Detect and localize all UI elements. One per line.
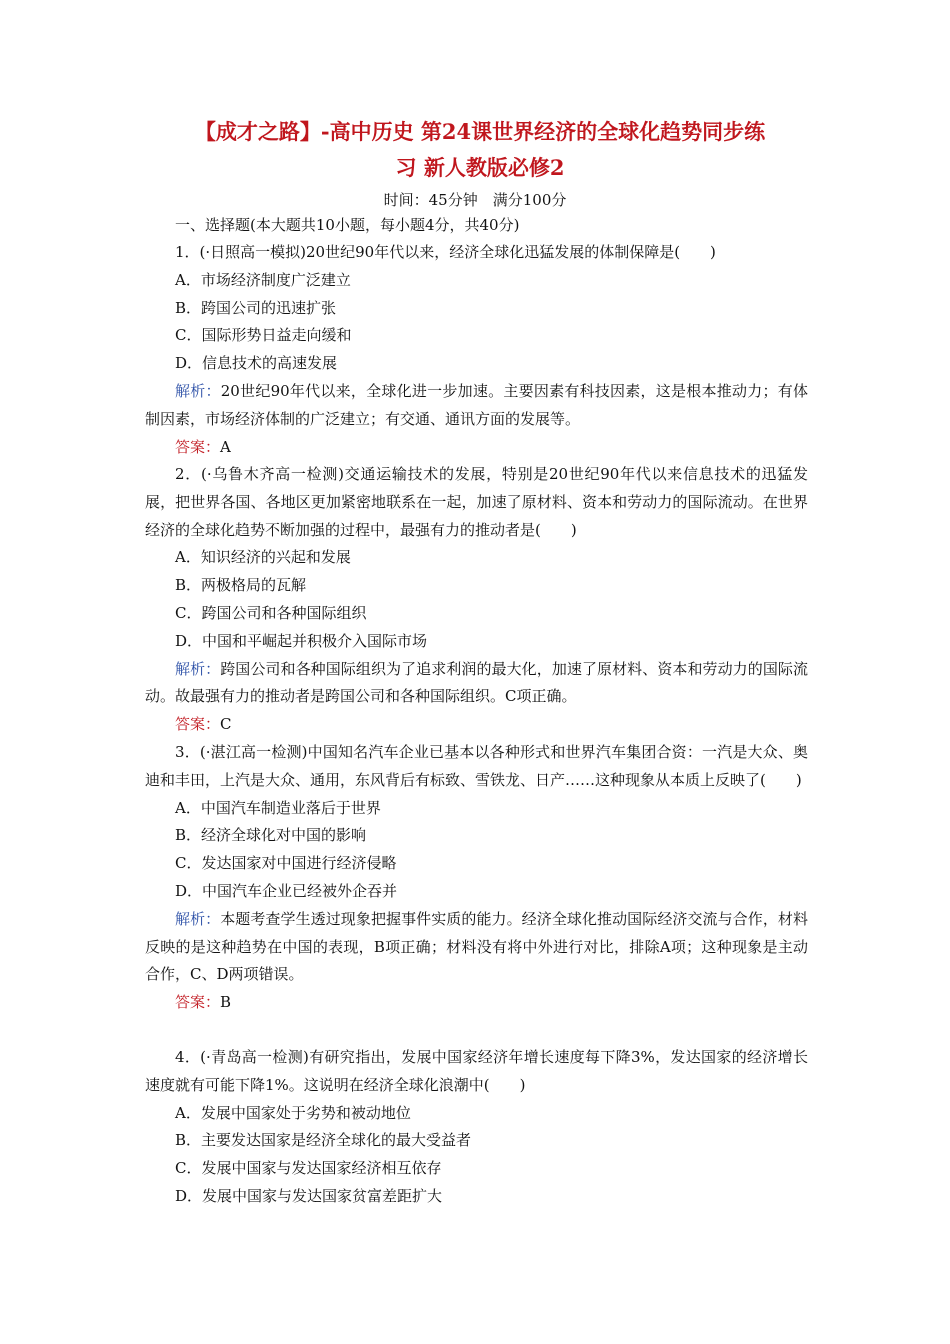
option-c: C．发展中国家与发达国家经济相互依存 [175, 1159, 442, 1178]
option-c: C．跨国公司和各种国际组织 [175, 603, 367, 622]
option-d: D．中国汽车企业已经被外企吞并 [175, 881, 398, 900]
question-2 [145, 461, 808, 739]
answer-value: A [220, 437, 231, 456]
answer-value: B [220, 993, 232, 1012]
answer-label: 答案： [175, 437, 221, 456]
question-stem: 2．(·乌鲁木齐高一检测)交通运输技术的发展，特别是20世纪90年代以来信息技术的迅猛发展，把世界各国、各地区更加紧密地联系在一起，加速了原材料、资本和劳动力的国际流动。在世界经济的全球化趋势不断加强的过程中，最强有力的推动者是( ) [145, 465, 808, 539]
question-4 [145, 1044, 808, 1211]
analysis-label: 解析： [175, 659, 221, 678]
option-c: C．国际形势日益走向缓和 [175, 326, 352, 345]
analysis-label: 解析： [175, 381, 221, 400]
title-line-2: 习 新人教版必修2 [395, 155, 565, 180]
analysis [145, 656, 808, 712]
option-a: A．发展中国家处于劣势和被动地位 [175, 1103, 411, 1122]
analysis-text: 20世纪90年代以来，全球化进一步加速。主要因素有科技因素，这是根本推动力；有体制因素，市场经济体制的广泛建立；有交通、通讯方面的发展等。 [145, 381, 808, 428]
answer [145, 989, 808, 1017]
option-c: C．发达国家对中国进行经济侵略 [175, 854, 397, 873]
option-b: B．主要发达国家是经济全球化的最大受益者 [175, 1131, 472, 1150]
option-d: D．中国和平崛起并积极介入国际市场 [175, 631, 428, 650]
answer-label: 答案： [175, 715, 221, 734]
question-stem: 3．(·湛江高一检测)中国知名汽车企业已基本以各种形式和世界汽车集团合资：一汽是大众、奥迪和丰田，上汽是大众、通用，东风背后有标致、雪铁龙、日产……这种现象从本质上反映了( ) [145, 743, 808, 789]
question-1 [145, 239, 808, 461]
analysis [145, 378, 808, 434]
exam-meta: 时间：45分钟 满分100分 [383, 191, 567, 209]
option-d: D．信息技术的高速发展 [175, 354, 338, 373]
option-b: B．两极格局的瓦解 [175, 576, 307, 595]
question-stem: 4．(·青岛高一检测)有研究指出，发展中国家经济年增长速度每下降3%，发达国家的经济增长速度就有可能下降1%。这说明在经济全球化浪潮中( ) [145, 1048, 808, 1094]
analysis-text: 本题考查学生透过现象把握事件实质的能力。经济全球化推动国际经济交流与合作，材料反映的是这种趋势在中国的表现，B项正确；材料没有将中外进行对比，排除A项；这种现象是主动合作，C、D两项错误。 [145, 909, 808, 984]
page-title [140, 114, 820, 186]
section-heading: 一、选择题(本大题共10小题，每小题4分，共40分) [175, 216, 520, 234]
analysis-label: 解析： [175, 909, 221, 928]
answer [145, 711, 808, 739]
option-b: B．跨国公司的迅速扩张 [175, 298, 337, 317]
question-stem: 1．(·日照高一模拟)20世纪90年代以来，经济全球化迅猛发展的体制保障是( ) [175, 243, 716, 261]
option-a: A．中国汽车制造业落后于世界 [175, 798, 381, 817]
answer [145, 434, 808, 462]
answer-label: 答案： [175, 993, 221, 1012]
answer-value: C [220, 715, 232, 734]
analysis [145, 906, 808, 989]
option-a: A．市场经济制度广泛建立 [175, 270, 351, 289]
option-d: D．发展中国家与发达国家贫富差距扩大 [175, 1186, 443, 1205]
analysis-text: 跨国公司和各种国际组织为了追求利润的最大化，加速了原材料、资本和劳动力的国际流动。故最强有力的推动者是跨国公司和各种国际组织。C项正确。 [145, 659, 808, 706]
option-a: A．知识经济的兴起和发展 [175, 548, 351, 567]
question-3 [145, 739, 808, 1017]
title-line-1: 【成才之路】-高中历史 第24课世界经济的全球化趋势同步练 [194, 119, 766, 144]
option-b: B．经济全球化对中国的影响 [175, 826, 367, 845]
